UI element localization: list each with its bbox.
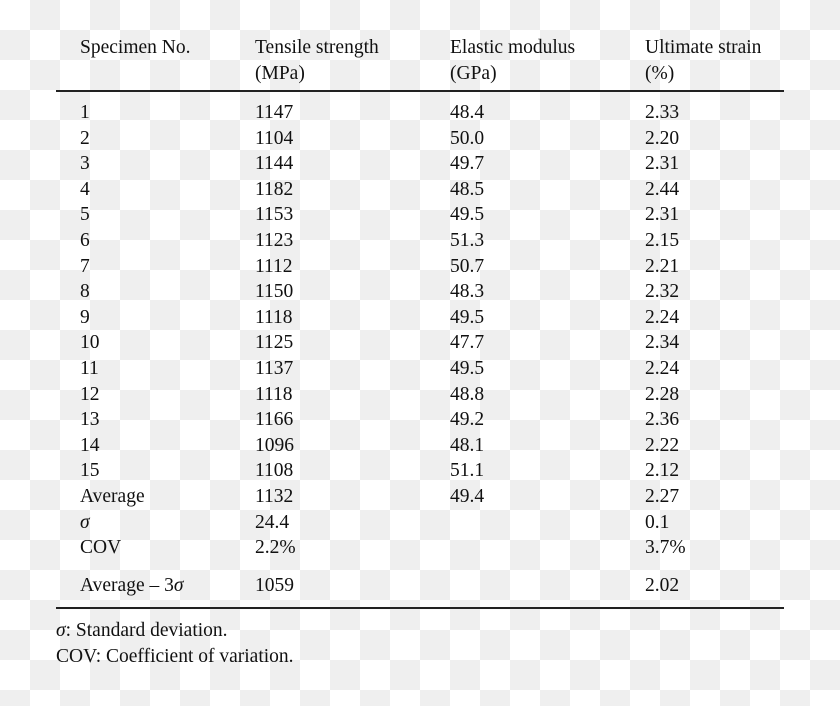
cell-tensile-strength: 1118	[255, 306, 293, 328]
cell-elastic-modulus: 49.4	[450, 486, 485, 507]
cell-elastic-modulus: 51.1	[450, 460, 485, 482]
cell-specimen-no: 2	[80, 127, 90, 149]
cell-tensile-strength: 1137	[255, 358, 294, 379]
cell-specimen-no: 10	[80, 332, 100, 354]
cell-specimen-no: 5	[80, 204, 90, 226]
cell-tensile-strength: 1112	[255, 255, 293, 277]
cell-tensile-strength: 2.2%	[255, 537, 296, 559]
cell-ultimate-strain: 2.02	[645, 575, 680, 596]
cell-ultimate-strain: 2.36	[645, 409, 680, 431]
cell-tensile-strength: 1108	[255, 460, 294, 482]
cell-elastic-modulus: 47.7	[450, 332, 485, 354]
cell-ultimate-strain: 2.44	[645, 178, 680, 200]
cell-specimen-no: 7	[80, 255, 90, 277]
cell-specimen-no: σ	[80, 511, 90, 533]
cell-ultimate-strain: 2.24	[645, 306, 680, 328]
cell-ultimate-strain: 2.15	[645, 230, 680, 251]
cell-elastic-modulus: 49.2	[450, 409, 485, 431]
header-tensile-strength: Tensile strength	[255, 37, 379, 58]
bottom-rule	[56, 607, 784, 609]
cell-elastic-modulus: 51.3	[450, 230, 485, 251]
cell-tensile-strength: 1123	[255, 230, 294, 251]
cell-tensile-strength: 1096	[255, 434, 294, 456]
cell-ultimate-strain: 2.20	[645, 127, 680, 149]
cell-specimen-no: 4	[80, 178, 90, 200]
cell-elastic-modulus: 48.3	[450, 281, 485, 303]
cell-specimen-no: 13	[80, 409, 100, 431]
cell-tensile-strength: 1153	[255, 204, 294, 226]
cell-ultimate-strain: 2.32	[645, 281, 680, 303]
cell-tensile-strength: 1182	[255, 178, 294, 200]
cell-tensile-strength: 1144	[255, 153, 294, 175]
cell-specimen-no: 14	[80, 434, 100, 456]
cell-ultimate-strain: 3.7%	[645, 537, 686, 559]
cell-ultimate-strain: 2.31	[645, 153, 680, 175]
cell-ultimate-strain: 2.27	[645, 486, 680, 507]
cell-specimen-no: Average – 3σ	[80, 575, 184, 596]
header-specimen-no: Specimen No.	[80, 37, 191, 58]
cell-elastic-modulus: 49.5	[450, 204, 485, 226]
cell-specimen-no: 9	[80, 306, 90, 328]
cell-elastic-modulus: 49.5	[450, 358, 485, 379]
cell-ultimate-strain: 2.33	[645, 102, 680, 123]
cell-tensile-strength: 24.4	[255, 511, 290, 533]
cell-elastic-modulus: 48.1	[450, 434, 485, 456]
cell-tensile-strength: 1118	[255, 383, 293, 405]
cell-tensile-strength: 1166	[255, 409, 294, 431]
header-elastic-modulus-unit: (GPa)	[450, 63, 497, 84]
cell-specimen-no: 6	[80, 230, 90, 251]
header-elastic-modulus: Elastic modulus	[450, 37, 576, 58]
cell-elastic-modulus: 48.8	[450, 383, 485, 405]
cell-ultimate-strain: 2.22	[645, 434, 680, 456]
cell-tensile-strength: 1132	[255, 486, 294, 507]
footnote-sigma: σ: Standard deviation.	[56, 620, 228, 641]
cell-specimen-no: 8	[80, 281, 90, 303]
cell-specimen-no: 11	[80, 358, 99, 379]
cell-ultimate-strain: 2.31	[645, 204, 680, 226]
cell-ultimate-strain: 2.12	[645, 460, 680, 482]
cell-ultimate-strain: 2.21	[645, 255, 680, 277]
cell-specimen-no: 3	[80, 153, 90, 175]
cell-ultimate-strain: 2.24	[645, 358, 680, 379]
cell-specimen-no: COV	[80, 537, 122, 559]
cell-tensile-strength: 1147	[255, 102, 294, 123]
cell-specimen-no: Average	[80, 486, 145, 507]
cell-tensile-strength: 1059	[255, 575, 294, 596]
footnote-cov: COV: Coefficient of variation.	[56, 646, 294, 667]
header-ultimate-strain: Ultimate strain	[645, 37, 762, 58]
cell-elastic-modulus: 49.5	[450, 306, 485, 328]
cell-tensile-strength: 1150	[255, 281, 294, 303]
cell-elastic-modulus: 49.7	[450, 153, 485, 175]
cell-specimen-no: 15	[80, 460, 100, 482]
cell-tensile-strength: 1104	[255, 127, 294, 149]
header-rule	[56, 90, 784, 92]
header-tensile-strength-unit: (MPa)	[255, 63, 305, 84]
cell-ultimate-strain: 2.28	[645, 383, 680, 405]
cell-specimen-no: 1	[80, 102, 90, 123]
cell-tensile-strength: 1125	[255, 332, 294, 354]
cell-elastic-modulus: 50.7	[450, 255, 485, 277]
cell-elastic-modulus: 50.0	[450, 127, 485, 149]
cell-elastic-modulus: 48.4	[450, 102, 485, 123]
cell-ultimate-strain: 2.34	[645, 332, 680, 354]
cell-ultimate-strain: 0.1	[645, 511, 670, 533]
cell-specimen-no: 12	[80, 383, 100, 405]
header-ultimate-strain-unit: (%)	[645, 63, 675, 84]
cell-elastic-modulus: 48.5	[450, 178, 485, 200]
